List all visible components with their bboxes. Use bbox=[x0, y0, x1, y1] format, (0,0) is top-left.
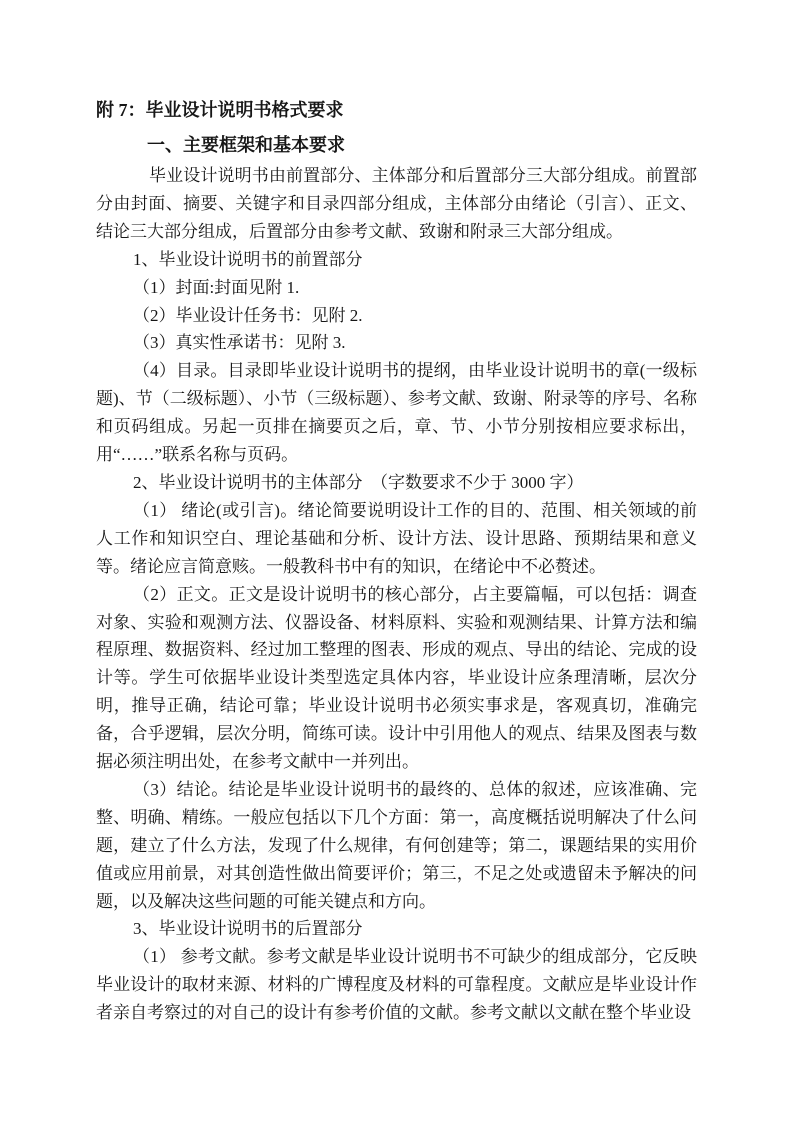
paragraph: 3、毕业设计说明书的后置部分 bbox=[133, 919, 363, 939]
paragraph: （1）封面:封面见附 1. bbox=[133, 277, 300, 297]
paragraph: （2）正文。正文是设计说明书的核心部分，占主要篇幅，可以包括：调查对象、实验和观测方法、仪器设备、材料原料、实验和观测结果、计算方法和编程原理、数据资料、经过加工整理的图表、形成的观点、导出的结论、完成的设计等。学生可依据毕业设计类型选定具体内容，毕业设计应条理清晰，层次分明，推导正确，结论可靠；毕业设计说明书必须实事求是，客观真切，准确完备，合乎逻辑，层次分明，简练可读。设计中引用他人的观点、结果及图表与数据必须注明出处，在参考文献中一并列出。 bbox=[96, 584, 697, 772]
paragraph: （3）结论。结论是毕业设计说明书的最终的、总体的叙述，应该准确、完整、明确、精练。一般应包括以下几个方面：第一，高度概括说明解决了什么问题，建立了什么方法，发现了什么规律，有何创建等；第二，课题结果的实用价值或应用前景，对其创造性做出简要评价；第三，不足之处或遗留未予解决的问题，以及解决这些问题的可能关键点和方向。 bbox=[96, 779, 697, 911]
doc-title: 附 7：毕业设计说明书格式要求 bbox=[96, 100, 344, 120]
paragraph: 毕业设计说明书由前置部分、主体部分和后置部分三大部分组成。前置部分由封面、摘要、关键字和目录四部分组成，主体部分由绪论（引言）、正文、结论三大部分组成，后置部分由参考文献、致谢和附录三大部分组成。 bbox=[96, 166, 697, 241]
section-heading: 一、主要框架和基本要求 bbox=[147, 135, 345, 155]
document-body bbox=[96, 162, 697, 1027]
paragraph: （1） 绪论(或引言)。绪论简要说明设计工作的目的、范围、相关领域的前人工作和知识空白、理论基础和分析、设计方法、设计思路、预期结果和意义等。绪论应言简意赅。一般教科书中有的知识，在绪论中不必赘述。 bbox=[96, 500, 697, 576]
paragraph: （3）真实性承诺书：见附 3. bbox=[133, 333, 346, 353]
paragraph: （1） 参考文献。参考文献是毕业设计说明书不可缺少的组成部分，它反映毕业设计的取材来源、材料的广博程度及材料的可靠程度。文献应是毕业设计作者亲自考察过的对自己的设计有参考价值的文献。参考文献以文献在整个毕业设 bbox=[96, 947, 697, 1023]
paragraph: 1、毕业设计说明书的前置部分 bbox=[133, 249, 363, 269]
paragraph: （4）目录。目录即毕业设计说明书的提纲，由毕业设计说明书的章(一级标题)、节（二级标题）、小节（三级标题）、参考文献、致谢、附录等的序号、名称和页码组成。另起一页排在摘要页之后，章、节、小节分别按相应要求标出，用“……”联系名称与页码。 bbox=[96, 361, 697, 465]
paragraph: （2）毕业设计任务书：见附 2. bbox=[133, 305, 363, 325]
paragraph: 2、毕业设计说明书的主体部分 （字数要求不少于 3000 字） bbox=[133, 472, 584, 492]
